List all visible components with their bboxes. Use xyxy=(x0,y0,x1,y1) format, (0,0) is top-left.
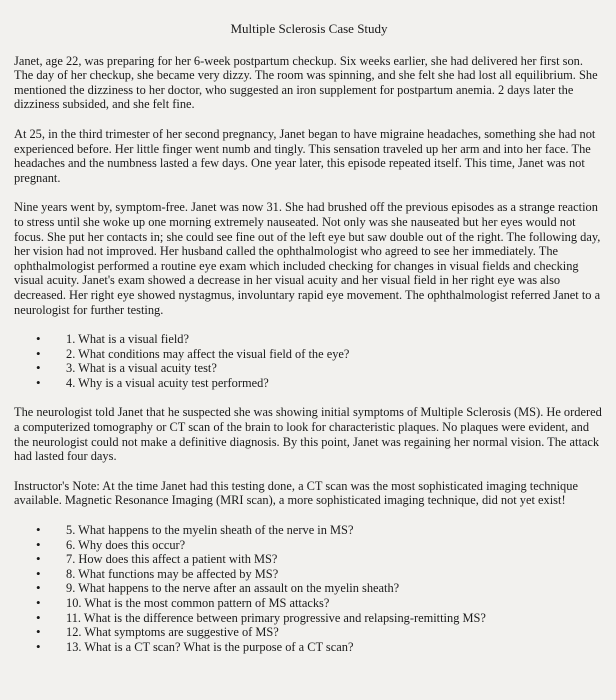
question-list-1 xyxy=(14,332,604,390)
document-title: Multiple Sclerosis Case Study xyxy=(230,21,388,36)
list-item xyxy=(36,376,604,391)
bullet-icon: • xyxy=(36,595,41,610)
list-item xyxy=(36,640,604,655)
list-item xyxy=(36,567,604,582)
bullet-icon: • xyxy=(36,580,41,596)
question-text: 10. What is the most common pattern of MS attacks? xyxy=(66,596,330,610)
question-text: 12. What symptoms are suggestive of MS? xyxy=(66,625,279,640)
question-text: 5. What happens to the myelin sheath of the nerve in MS? xyxy=(66,523,354,538)
list-item xyxy=(36,552,604,567)
bullet-icon: • xyxy=(36,522,41,538)
list-item xyxy=(36,596,604,611)
paragraph-migraine: At 25, in the third trimester of her second pregnancy, Janet began to have migraine headaches, something she had not experienced before. Her little finger went numb and tingly. This sensation traveled up her arm and into her face. The headaches and the numbness lasted a few days. One year later, this episode repeated itself. This time, Janet was not pregnant. xyxy=(14,126,596,185)
paragraph-neurologist: The neurologist told Janet that he suspected she was showing initial symptoms of Multiple Sclerosis (MS). He ordered a computerized tomography or CT scan of the brain to look for characteristic plaques. No plaques were evident, and the neurologist could not make a definitive diagnosis. By this point, Janet was regaining her normal vision. The attack had lasted four days. xyxy=(14,405,602,464)
bullet-icon: • xyxy=(36,536,41,552)
bullet-icon: • xyxy=(36,565,41,581)
paragraph-vision: Nine years went by, symptom-free. Janet was now 31. She had brushed off the previous episodes as a strange reaction to stress until she woke up one morning extremely nauseated. Not only was she nauseated but her eyes would not focus. She put her contacts in; she could see fine out of the left eye but saw double out of the right. The following day, her vision had not improved. Her husband called the ophthalmologist who agreed to see her immediately. The ophthalmologist performed a routine eye exam which included checking for changes in visual fields and checking visual acuity. Janet's exam showed a decrease in her visual acuity and her visual field in her right eye was also decreased. Her right eye showed nystagmus, involuntary rapid eye movement. The ophthalmologist referred Janet to a neurologist for further testing. xyxy=(14,200,601,317)
question-text: 1. What is a visual field? xyxy=(66,332,189,347)
bullet-icon: • xyxy=(36,638,41,654)
bullet-icon: • xyxy=(36,345,41,361)
question-text: 8. What functions may be affected by MS? xyxy=(66,566,279,581)
question-text: 4. Why is a visual acuity test performed? xyxy=(66,375,269,390)
bullet-icon: • xyxy=(36,331,41,347)
question-text: 9. What happens to the nerve after an assault on the myelin sheath? xyxy=(66,581,400,596)
question-text: 2. What conditions may affect the visual field of the eye? xyxy=(66,346,350,361)
list-item xyxy=(36,361,604,376)
paragraph-instructor-note: Instructor's Note: At the time Janet had this testing done, a CT scan was the most sophisticated imaging technique available. Magnetic Resonance Imaging (MRI scan), a more sophisticated imaging technique, did not yet exist! xyxy=(14,478,578,508)
bullet-icon: • xyxy=(36,624,41,640)
list-item xyxy=(36,538,604,553)
bullet-icon: • xyxy=(36,551,41,567)
question-text: 7. How does this affect a patient with MS? xyxy=(66,552,278,567)
question-list-2 xyxy=(14,523,604,654)
list-item xyxy=(36,611,604,626)
list-item xyxy=(36,625,604,640)
question-text: 3. What is a visual acuity test? xyxy=(66,361,217,376)
bullet-icon: • xyxy=(36,360,41,376)
question-text: 6. Why does this occur? xyxy=(66,537,186,552)
list-item xyxy=(36,347,604,362)
list-item xyxy=(36,523,604,538)
list-item xyxy=(36,581,604,596)
list-item xyxy=(36,332,604,347)
bullet-icon: • xyxy=(36,374,41,390)
question-text: 11. What is the difference between primary progressive and relapsing-remitting MS? xyxy=(66,610,486,625)
bullet-icon: • xyxy=(36,609,41,625)
question-text: 13. What is a CT scan? What is the purpose of a CT scan? xyxy=(66,639,354,654)
paragraph-postpartum: Janet, age 22, was preparing for her 6-week postpartum checkup. Six weeks earlier, she had delivered her first son. The day of her checkup, she became very dizzy. The room was spinning, and she felt she had lost all equilibrium. She mentioned the dizziness to her doctor, who suggested an iron supplement for postpartum anemia. 2 days later the dizziness subsided, and she felt fine. xyxy=(14,53,598,112)
